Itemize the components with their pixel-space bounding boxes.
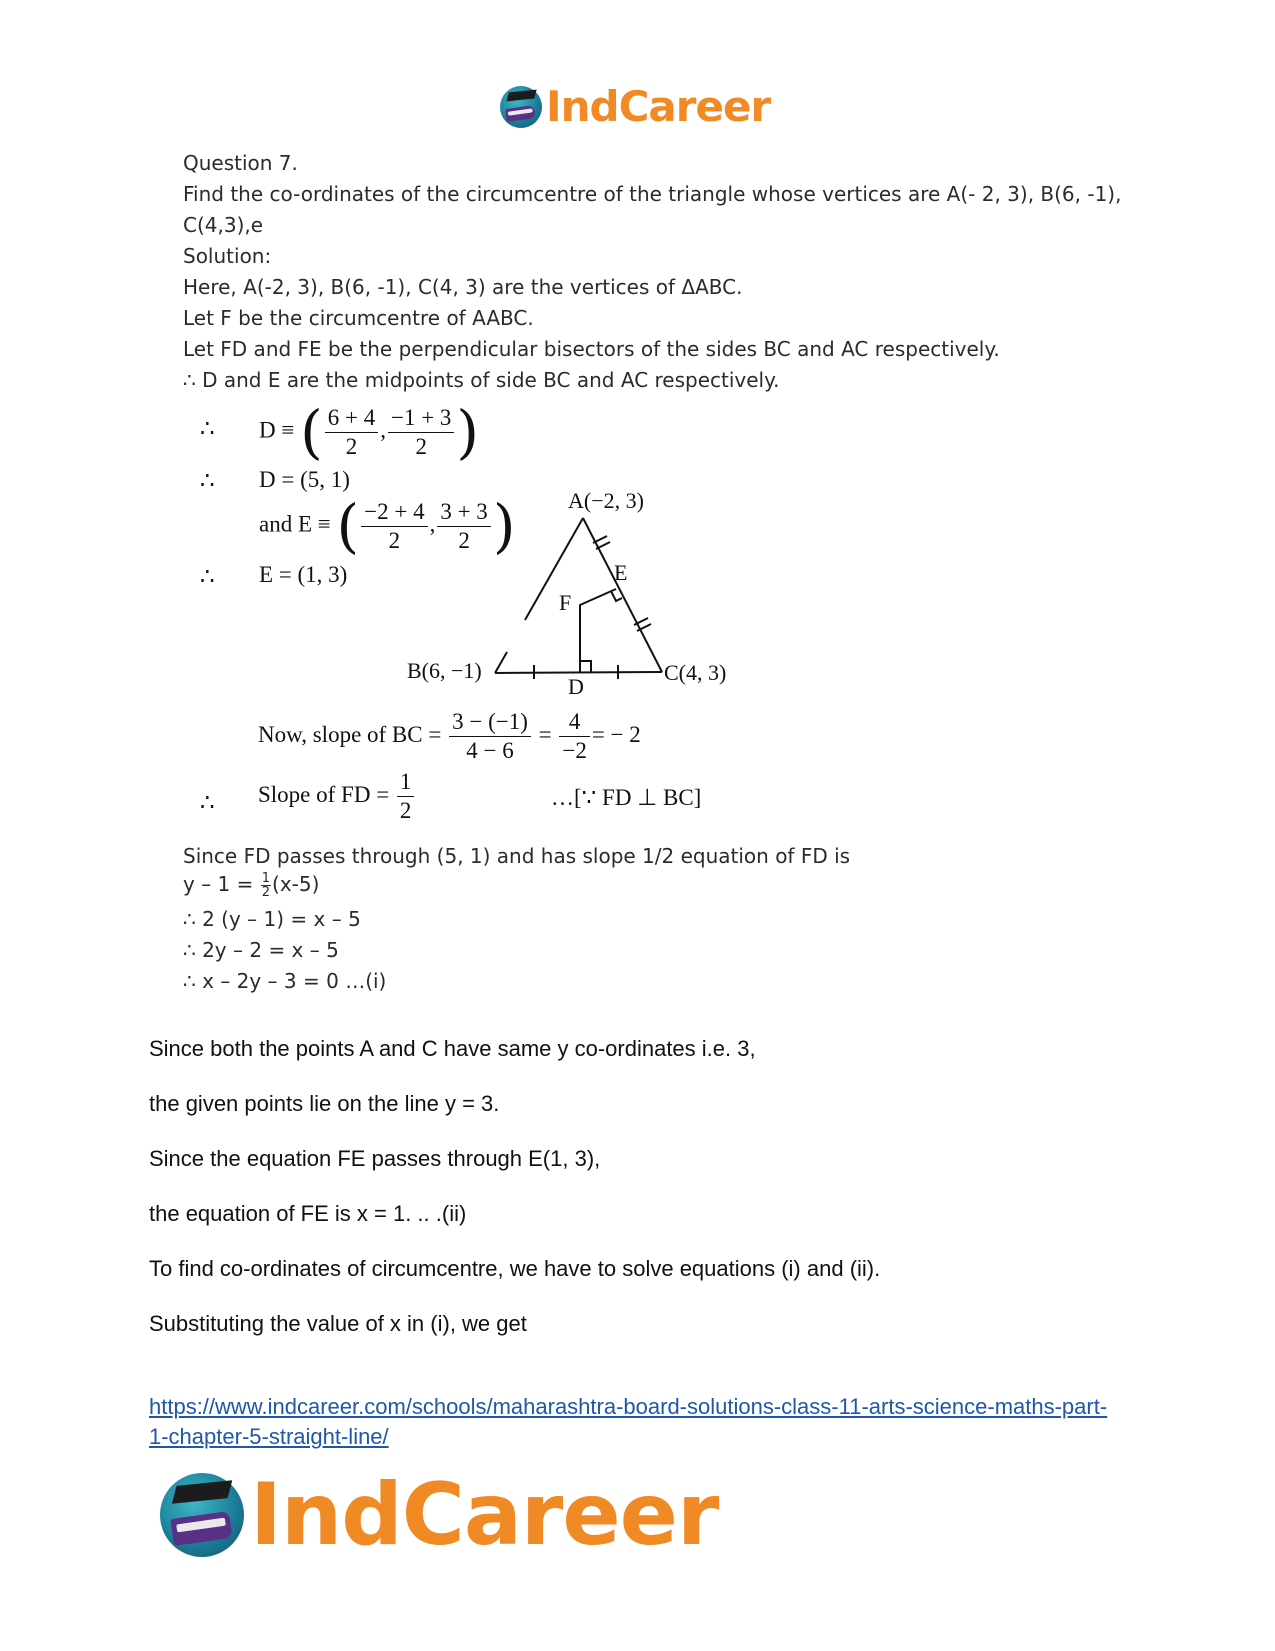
d-fraction-y bbox=[388, 404, 454, 461]
label-f: F bbox=[559, 590, 572, 615]
slope-bc-result: = − 2 bbox=[591, 721, 641, 747]
slope-bc-formula: Now, slope of BC = $\frac{3 - (-1)}{4 - 6}$ = $\frac{4}{-2}$ = − 2 bbox=[258, 709, 641, 763]
slope-bc-prefix: Now, slope of BC = bbox=[258, 721, 442, 747]
e-result: E = (1, 3) bbox=[259, 562, 348, 587]
fd-equation-intro: Since FD passes through (5, 1) and has slope 1/2 equation of FD is bbox=[183, 844, 851, 868]
slope-bc-f2-denominator: −2 bbox=[562, 738, 587, 763]
graduation-book-icon bbox=[500, 86, 542, 128]
paragraph-5: To find co-ordinates of circumcentre, we have to solve equations (i) and (ii). bbox=[149, 1256, 881, 1281]
therefore-symbol-3: ∴ bbox=[200, 564, 215, 589]
eq1-denominator: 2 bbox=[261, 885, 271, 900]
slope-fd-fraction bbox=[397, 768, 415, 825]
e-midpoint-formula: and E ≡ ( $\frac{-2 + 4}{2}$ , $\frac{3 + 3}{2}$ ) bbox=[259, 492, 516, 560]
slope-bc-fraction-2 bbox=[559, 708, 589, 765]
d-x-denominator: 2 bbox=[345, 433, 358, 459]
therefore-symbol-2: ∴ bbox=[200, 468, 215, 493]
eq1-numerator: 1 bbox=[261, 871, 271, 886]
label-b: B(6, −1) bbox=[407, 658, 482, 683]
eq1-left: y – 1 = bbox=[183, 872, 254, 896]
equation-line-4: ∴ x – 2y – 3 = 0 …(i) bbox=[183, 969, 387, 993]
question-prompt-line-1: Find the co-ordinates of the circumcentre of the triangle whose vertices are A(- 2, 3), B(6, -1), bbox=[183, 182, 1122, 206]
bisector-fd-fe bbox=[580, 589, 616, 672]
slope-bc-f2-numerator: 4 bbox=[559, 708, 589, 737]
solution-line-3: Let FD and FE be the perpendicular bisectors of the sides BC and AC respectively. bbox=[183, 337, 1000, 361]
eq1-right: (x-5) bbox=[272, 872, 320, 896]
paragraph-2: the given points lie on the line y = 3. bbox=[149, 1091, 500, 1116]
logo-wordmark: IndCareer bbox=[546, 82, 771, 131]
therefore-symbol: ∴ bbox=[200, 416, 215, 441]
slope-bc-fraction-1 bbox=[449, 708, 531, 765]
source-link[interactable]: https://www.indcareer.com/schools/maharashtra-board-solutions-class-11-arts-science-maths-part-1-chapter-5-straight-line/ bbox=[149, 1394, 1108, 1449]
right-angle-d bbox=[580, 661, 591, 672]
logo-wordmark-large: IndCareer bbox=[250, 1465, 719, 1565]
side-ab-upper bbox=[525, 518, 583, 620]
therefore-symbol-4: ∴ bbox=[200, 790, 215, 815]
label-e: E bbox=[614, 560, 628, 585]
e-x-denominator: 2 bbox=[388, 527, 401, 553]
slope-fd-reason: …[∵ FD ⊥ BC] bbox=[551, 785, 702, 810]
slope-fd-denominator: 2 bbox=[399, 798, 412, 823]
slope-fd-prefix: Slope of FD = bbox=[258, 781, 390, 807]
indcareer-logo-header bbox=[500, 82, 770, 131]
e-y-denominator: 2 bbox=[458, 527, 470, 553]
equation-line-1 bbox=[183, 872, 319, 899]
slope-bc-f1-denominator: 4 − 6 bbox=[466, 738, 514, 763]
slope-fd-formula bbox=[258, 768, 416, 825]
d-midpoint-formula: D ≡ ( $\frac{6 + 4}{2}$ , $\frac{-1 + 3}{2}$ ) bbox=[259, 398, 480, 466]
eq1-fraction bbox=[261, 872, 271, 899]
solution-line-2: Let F be the circumcentre of AABC. bbox=[183, 306, 534, 330]
d-eq-prefix: D ≡ bbox=[259, 417, 295, 443]
indcareer-logo-footer bbox=[160, 1465, 718, 1565]
equation-line-3: ∴ 2y – 2 = x – 5 bbox=[183, 938, 339, 962]
equation-line-2: ∴ 2 (y – 1) = x – 5 bbox=[183, 907, 361, 931]
solution-label: Solution: bbox=[183, 244, 272, 268]
d-y-numerator: −1 + 3 bbox=[388, 404, 454, 433]
paragraph-4: the equation of FE is x = 1. .. .(ii) bbox=[149, 1201, 467, 1226]
solution-line-1: Here, A(-2, 3), B(6, -1), C(4, 3) are the vertices of ΔABC. bbox=[183, 275, 743, 299]
e-x-numerator: −2 + 4 bbox=[361, 498, 427, 527]
d-fraction-x bbox=[325, 404, 378, 461]
paragraph-3: Since the equation FE passes through E(1, 3), bbox=[149, 1146, 601, 1171]
question-prompt-line-2: C(4,3),e bbox=[183, 213, 264, 237]
e-eq-prefix: and E ≡ bbox=[259, 511, 331, 537]
d-x-numerator: 6 + 4 bbox=[325, 404, 378, 433]
paragraph-1: Since both the points A and C have same y co-ordinates i.e. 3, bbox=[149, 1036, 756, 1061]
label-a: A(−2, 3) bbox=[568, 488, 644, 513]
paragraph-6: Substituting the value of x in (i), we get bbox=[149, 1311, 527, 1336]
label-d: D bbox=[568, 674, 584, 699]
slope-fd-numerator: 1 bbox=[397, 768, 415, 797]
solution-line-4: ∴ D and E are the midpoints of side BC and AC respectively. bbox=[183, 368, 780, 392]
question-number: Question 7. bbox=[183, 151, 298, 175]
graduation-book-icon bbox=[160, 1473, 244, 1557]
side-ab-lower bbox=[495, 652, 507, 673]
triangle-diagram bbox=[400, 480, 760, 700]
slope-bc-f1-numerator: 3 − (−1) bbox=[449, 708, 531, 737]
d-result: D = (5, 1) bbox=[259, 467, 350, 492]
d-y-denominator: 2 bbox=[415, 433, 427, 459]
side-bc bbox=[495, 672, 662, 673]
label-c: C(4, 3) bbox=[664, 660, 727, 685]
e-y-numerator: 3 + 3 bbox=[437, 498, 490, 527]
